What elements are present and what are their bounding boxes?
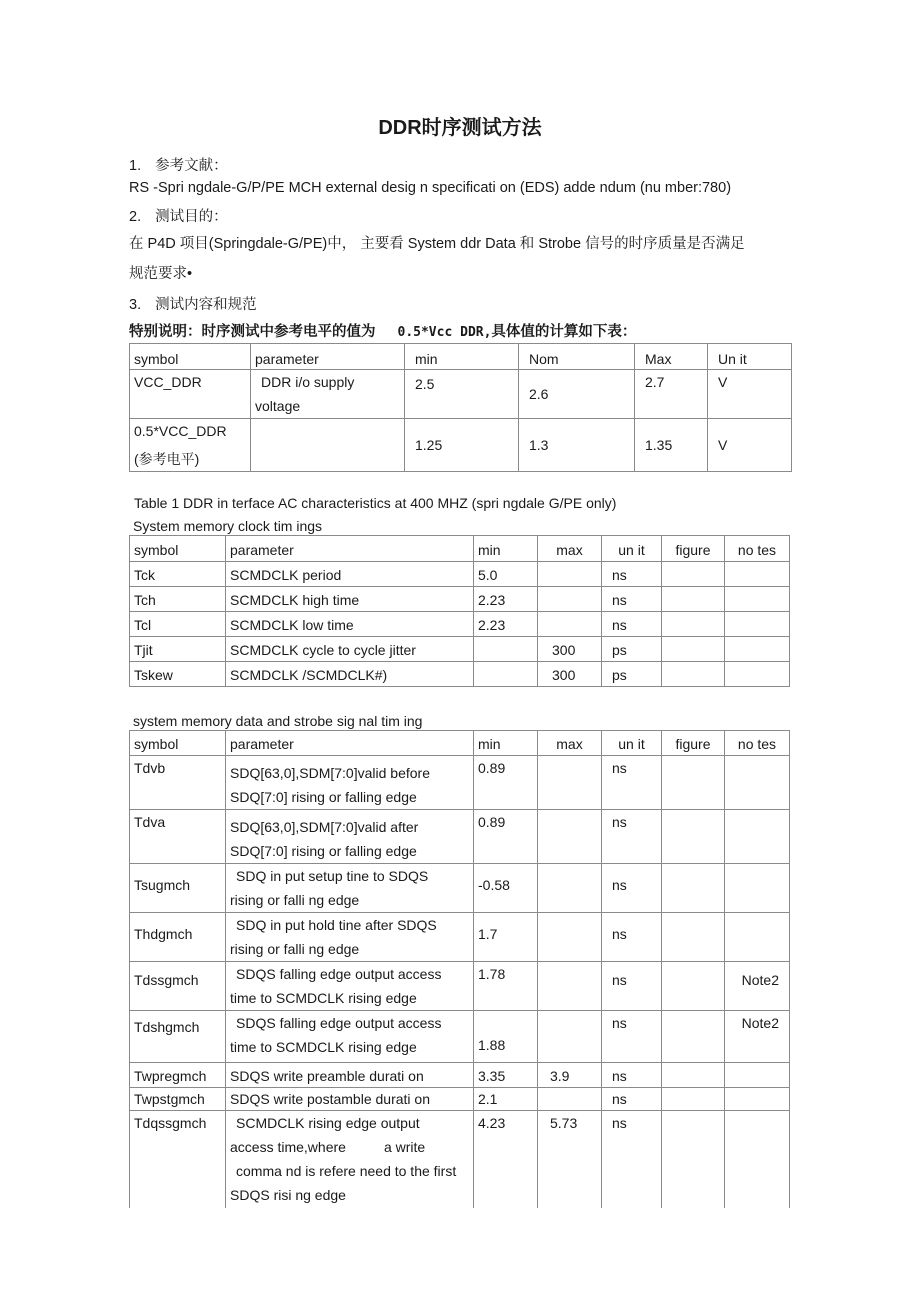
symbol-cell: Tdqssgmch bbox=[130, 1111, 226, 1208]
notes-cell bbox=[725, 913, 790, 962]
min-cell: 4.23 bbox=[474, 1111, 538, 1208]
clock-table-body bbox=[130, 536, 790, 687]
min-cell: 5.0 bbox=[474, 562, 538, 587]
parameter-line: comma nd is refere need to the first bbox=[236, 1163, 457, 1179]
notes-cell bbox=[725, 637, 790, 662]
parameter-cell: SCMDCLK /SCMDCLK#) bbox=[226, 662, 474, 687]
header-cell: max bbox=[538, 536, 602, 562]
min-cell bbox=[474, 662, 538, 687]
unit-cell: ns bbox=[602, 756, 662, 810]
notes-cell bbox=[725, 612, 790, 637]
parameter-line: SCMDCLK rising edge output bbox=[236, 1115, 420, 1131]
header-cell: symbol bbox=[130, 536, 226, 562]
symbol-cell: Tck bbox=[130, 562, 226, 587]
vcc-table bbox=[129, 343, 792, 472]
notes-cell bbox=[725, 662, 790, 687]
parameter-line: SDQ[7:0] rising or falling edge bbox=[230, 843, 417, 859]
max-cell bbox=[538, 864, 602, 913]
notes-cell bbox=[725, 1063, 790, 1088]
symbol-cell: Tskew bbox=[130, 662, 226, 687]
note-code: 0.5*Vcc DDR, bbox=[397, 325, 492, 340]
figure-cell bbox=[662, 662, 725, 687]
unit-cell: ns bbox=[602, 962, 662, 1011]
symbol-cell: Tjit bbox=[130, 637, 226, 662]
data-table-body bbox=[130, 731, 790, 1208]
figure-cell bbox=[662, 587, 725, 612]
parameter-line bbox=[230, 1135, 473, 1159]
section-number: 2. bbox=[129, 209, 142, 225]
table-row bbox=[130, 562, 790, 587]
unit-cell: V bbox=[708, 370, 792, 419]
figure-cell bbox=[662, 810, 725, 864]
unit-cell: ns bbox=[602, 612, 662, 637]
parameter-line: SDQ in put setup tine to SDQS bbox=[236, 868, 429, 884]
header-cell: parameter bbox=[251, 344, 405, 370]
notes-cell: Note2 bbox=[725, 962, 790, 1011]
figure-cell bbox=[662, 1088, 725, 1111]
figure-cell bbox=[662, 756, 725, 810]
min-cell: 1.7 bbox=[474, 913, 538, 962]
notes-cell bbox=[725, 1111, 790, 1208]
parameter-line: time to SCMDCLK rising edge bbox=[230, 1039, 417, 1055]
max-cell: 2.7 bbox=[635, 370, 708, 419]
symbol-cell: Tch bbox=[130, 587, 226, 612]
figure-cell bbox=[662, 1011, 725, 1063]
notes-cell bbox=[725, 1088, 790, 1111]
parameter-line: voltage bbox=[255, 398, 301, 414]
notes-cell bbox=[725, 587, 790, 612]
figure-cell bbox=[662, 1063, 725, 1088]
clock-timings-table bbox=[129, 535, 790, 687]
header-cell: Max bbox=[635, 344, 708, 370]
max-cell bbox=[538, 1011, 602, 1063]
max-cell bbox=[538, 587, 602, 612]
header-cell: no tes bbox=[725, 731, 790, 756]
unit-cell: ns bbox=[602, 562, 662, 587]
symbol-line: 0.5*VCC_DDR bbox=[134, 423, 227, 439]
section-number: 1. bbox=[129, 158, 142, 174]
max-cell bbox=[538, 756, 602, 810]
section-3-heading bbox=[129, 293, 257, 314]
parameter-line: time to SCMDCLK rising edge bbox=[230, 990, 417, 1006]
symbol-cell: Twpregmch bbox=[130, 1063, 226, 1088]
parameter-cell: SCMDCLK low time bbox=[226, 612, 474, 637]
header-cell: un it bbox=[602, 536, 662, 562]
parameter-line: SDQS falling edge output access bbox=[236, 966, 442, 982]
parameter-cell bbox=[226, 962, 474, 1011]
max-cell: 5.73 bbox=[538, 1111, 602, 1208]
unit-cell: ns bbox=[602, 587, 662, 612]
symbol-line: (参考电平) bbox=[134, 451, 200, 467]
figure-cell bbox=[662, 913, 725, 962]
parameter-cell: SCMDCLK period bbox=[226, 562, 474, 587]
max-cell: 3.9 bbox=[538, 1063, 602, 1088]
purpose-text-line1: 在 P4D 项目(Springdale-G/PE)中， 主要看 System ddr Data 和 Strobe 信号的时序质量是否满足 bbox=[129, 236, 745, 252]
min-cell: 1.78 bbox=[474, 962, 538, 1011]
unit-cell: V bbox=[708, 419, 792, 472]
parameter-cell bbox=[226, 1011, 474, 1063]
parameter-cell: SCMDCLK cycle to cycle jitter bbox=[226, 637, 474, 662]
header-cell: symbol bbox=[130, 731, 226, 756]
parameter-cell bbox=[226, 913, 474, 962]
reference-text: RS -Spri ngdale-G/P/PE MCH external desig n specificati on (EDS) adde ndum (nu mber:780) bbox=[129, 180, 732, 196]
table-header-row bbox=[130, 731, 790, 756]
table-row bbox=[130, 419, 792, 472]
section-label: 参考文献： bbox=[155, 158, 228, 174]
parameter-cell bbox=[226, 810, 474, 864]
table-row bbox=[130, 756, 790, 810]
max-cell bbox=[538, 962, 602, 1011]
table-row bbox=[130, 637, 790, 662]
section-number: 3. bbox=[129, 297, 142, 313]
unit-cell: ns bbox=[602, 1063, 662, 1088]
symbol-cell: Tsugmch bbox=[130, 864, 226, 913]
header-cell: min bbox=[474, 731, 538, 756]
unit-cell: ns bbox=[602, 1011, 662, 1063]
header-cell: figure bbox=[662, 536, 725, 562]
min-cell: 2.23 bbox=[474, 612, 538, 637]
symbol-cell: Tdva bbox=[130, 810, 226, 864]
section-2-heading bbox=[129, 205, 228, 226]
parameter-line: rising or falli ng edge bbox=[230, 941, 360, 957]
symbol-cell: Tcl bbox=[130, 612, 226, 637]
min-cell: 0.89 bbox=[474, 810, 538, 864]
max-cell bbox=[538, 1088, 602, 1111]
parameter-line: DDR i/o supply bbox=[261, 374, 355, 390]
table-row bbox=[130, 370, 792, 419]
max-cell bbox=[538, 810, 602, 864]
min-cell bbox=[474, 637, 538, 662]
table-row bbox=[130, 587, 790, 612]
parameter-line: SDQ[7:0] rising or falling edge bbox=[230, 789, 417, 805]
header-cell: no tes bbox=[725, 536, 790, 562]
figure-cell bbox=[662, 612, 725, 637]
min-cell: -0.58 bbox=[474, 864, 538, 913]
parameter-fragment: access time,where bbox=[230, 1139, 346, 1155]
section-label: 测试内容和规范 bbox=[155, 297, 257, 313]
symbol-cell: Thdgmch bbox=[130, 913, 226, 962]
parameter-cell bbox=[226, 756, 474, 810]
figure-cell bbox=[662, 1111, 725, 1208]
nom-cell: 1.3 bbox=[519, 419, 635, 472]
parameter-cell bbox=[251, 370, 405, 419]
section-label: 测试目的： bbox=[155, 209, 228, 225]
table-row bbox=[130, 913, 790, 962]
figure-cell bbox=[662, 562, 725, 587]
clock-timings-caption: System memory clock tim ings bbox=[133, 518, 323, 534]
symbol-cell: Tdssgmch bbox=[130, 962, 226, 1011]
min-cell: 2.5 bbox=[405, 370, 519, 419]
symbol-cell: Tdvb bbox=[130, 756, 226, 810]
notes-cell bbox=[725, 562, 790, 587]
section-1-heading bbox=[129, 154, 228, 175]
unit-cell: ns bbox=[602, 810, 662, 864]
header-cell: un it bbox=[602, 731, 662, 756]
table-row bbox=[130, 962, 790, 1011]
unit-cell: ps bbox=[602, 662, 662, 687]
max-cell bbox=[538, 913, 602, 962]
max-cell bbox=[538, 562, 602, 587]
page-title: DDR时序测试方法 bbox=[378, 117, 542, 139]
table1-caption: Table 1 DDR in terface AC characteristics at 400 MHZ (spri ngdale G/PE only) bbox=[134, 495, 617, 511]
max-cell: 1.35 bbox=[635, 419, 708, 472]
parameter-line: rising or falli ng edge bbox=[230, 892, 360, 908]
table-row bbox=[130, 1111, 790, 1208]
header-cell: parameter bbox=[226, 536, 474, 562]
header-cell: symbol bbox=[130, 344, 251, 370]
symbol-cell: Twpstgmch bbox=[130, 1088, 226, 1111]
purpose-text-line2: 规范要求• bbox=[129, 266, 193, 282]
table-header-row bbox=[130, 536, 790, 562]
table-header-row bbox=[130, 344, 792, 370]
min-cell: 2.23 bbox=[474, 587, 538, 612]
table-row bbox=[130, 810, 790, 864]
notes-cell bbox=[725, 756, 790, 810]
unit-cell: ps bbox=[602, 637, 662, 662]
header-cell: min bbox=[405, 344, 519, 370]
unit-cell: ns bbox=[602, 1088, 662, 1111]
parameter-line: SDQS risi ng edge bbox=[230, 1187, 346, 1203]
table-row bbox=[130, 864, 790, 913]
parameter-fragment: a write bbox=[383, 1139, 426, 1155]
table-row bbox=[130, 1011, 790, 1063]
header-cell: Un it bbox=[708, 344, 792, 370]
symbol-cell: Tdshgmch bbox=[130, 1011, 226, 1063]
min-cell: 0.89 bbox=[474, 756, 538, 810]
max-cell: 300 bbox=[538, 662, 602, 687]
data-strobe-caption: system memory data and strobe sig nal tim ing bbox=[133, 713, 423, 729]
min-cell: 1.88 bbox=[474, 1011, 538, 1063]
table-row bbox=[130, 1063, 790, 1088]
notes-cell bbox=[725, 864, 790, 913]
data-strobe-timings-table bbox=[129, 730, 790, 1208]
figure-cell bbox=[662, 962, 725, 1011]
note-suffix: 具体值的计算如下表： bbox=[491, 324, 637, 340]
notes-cell: Note2 bbox=[725, 1011, 790, 1063]
header-cell: max bbox=[538, 731, 602, 756]
header-cell: min bbox=[474, 536, 538, 562]
reference-level-note bbox=[129, 320, 636, 341]
parameter-cell bbox=[226, 864, 474, 913]
parameter-cell: SDQS write preamble durati on bbox=[226, 1063, 474, 1088]
max-cell: 300 bbox=[538, 637, 602, 662]
unit-cell: ns bbox=[602, 1111, 662, 1208]
parameter-cell bbox=[251, 419, 405, 472]
unit-cell: ns bbox=[602, 864, 662, 913]
parameter-cell: SDQS write postamble durati on bbox=[226, 1088, 474, 1111]
parameter-cell: SCMDCLK high time bbox=[226, 587, 474, 612]
nom-cell: 2.6 bbox=[519, 370, 635, 419]
parameter-cell bbox=[226, 1111, 474, 1208]
header-cell: figure bbox=[662, 731, 725, 756]
min-cell: 2.1 bbox=[474, 1088, 538, 1111]
table-row bbox=[130, 612, 790, 637]
unit-cell: ns bbox=[602, 913, 662, 962]
figure-cell bbox=[662, 864, 725, 913]
header-cell: Nom bbox=[519, 344, 635, 370]
parameter-line: SDQ[63,0],SDM[7:0]valid before bbox=[230, 765, 430, 781]
parameter-line: SDQ in put hold tine after SDQS bbox=[236, 917, 437, 933]
parameter-line: SDQS falling edge output access bbox=[236, 1015, 442, 1031]
symbol-cell: VCC_DDR bbox=[130, 370, 251, 419]
header-cell: parameter bbox=[226, 731, 474, 756]
note-prefix: 特别说明：时序测试中参考电平的值为 bbox=[129, 324, 376, 340]
min-cell: 1.25 bbox=[405, 419, 519, 472]
max-cell bbox=[538, 612, 602, 637]
table-row bbox=[130, 1088, 790, 1111]
notes-cell bbox=[725, 810, 790, 864]
min-cell: 3.35 bbox=[474, 1063, 538, 1088]
parameter-line: SDQ[63,0],SDM[7:0]valid after bbox=[230, 819, 419, 835]
symbol-cell bbox=[130, 419, 251, 472]
figure-cell bbox=[662, 637, 725, 662]
table-row bbox=[130, 662, 790, 687]
